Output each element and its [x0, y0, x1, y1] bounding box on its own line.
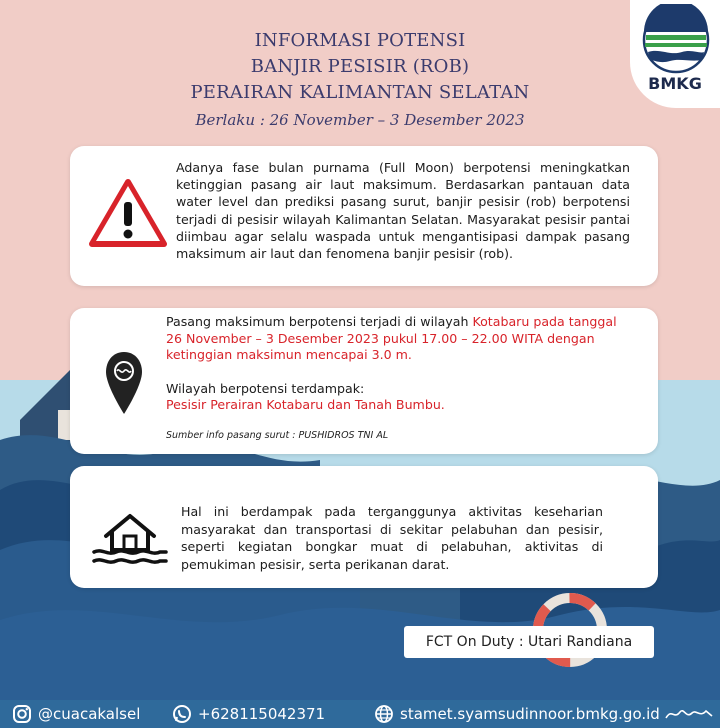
title-line-3: PERAIRAN KALIMANTAN SELATAN	[190, 82, 530, 103]
title-line-1: INFORMASI POTENSI	[254, 30, 466, 51]
tide-peak-prefix: Pasang maksimum berpotensi terjadi di wilayah	[166, 314, 473, 329]
location-pin-icon	[104, 350, 144, 416]
website-url: stamet.syamsudinnoor.bmkg.go.id	[400, 705, 660, 723]
footer-bar	[0, 700, 720, 728]
card3-text: Hal ini berdampak pada terganggunya aktivitas keseharian masyarakat dan transportasi di sekitar pelabuhan dan pesisir, seperti kegiatan bongkar muat di pelabuhan, aktivitas di pemukiman pesisir, serta perikanan darat.	[181, 504, 603, 572]
title-line-2: BANJIR PESISIR (ROB)	[250, 56, 470, 77]
tide-peak-paragraph	[166, 314, 636, 364]
bmkg-logo-text: BMKG	[648, 74, 702, 93]
card1-text: Adanya fase bulan purnama (Full Moon) berpotensi meningkatkan ketinggian pasang air laut maksimum. Berdasarkan pantauan data water level dan prediksi pasang surut, banjir pesisir (rob) berpotensi terjadi di pesisir wilayah Kalimantan Selatan. Masyarakat pesisir pantai diimbau agar selalu waspada untuk mengantisipasi dampak pasang maksimum air laut dan fenomena banjir pesisir (rob).	[176, 160, 630, 262]
footer-instagram[interactable]	[12, 702, 140, 726]
affected-area-value: Pesisir Perairan Kotabaru dan Tanah Bumbu.	[166, 397, 445, 413]
instagram-icon	[12, 704, 32, 724]
warning-triangle-icon	[88, 178, 168, 248]
footer-website[interactable]	[374, 702, 660, 726]
phone-number: +628115042371	[198, 705, 326, 723]
globe-icon	[374, 704, 394, 724]
affected-area-label: Wilayah berpotensi terdampak:	[166, 380, 365, 396]
bmkg-logo-icon	[630, 4, 720, 74]
footer-phone[interactable]	[172, 702, 325, 726]
fct-on-duty: FCT On Duty : Utari Randiana	[404, 626, 654, 658]
tide-peak-highlight: Kotabaru pada tanggal 26 November – 3 Desember 2023 pukul 17.00 – 22.00 WITA dengan ketinggian maksimun mencapai 3.0 m.	[166, 314, 617, 363]
bmkg-logo	[630, 0, 720, 108]
flooded-house-icon	[92, 510, 168, 566]
title-block	[150, 28, 570, 132]
tide-source-note: Sumber info pasang surut : PUSHIDROS TNI AL	[166, 430, 389, 441]
whatsapp-icon	[172, 704, 192, 724]
instagram-handle: @cuacakalsel	[38, 705, 141, 723]
card2-text	[166, 314, 636, 414]
signature-icon	[664, 704, 714, 724]
validity-period: Berlaku : 26 November – 3 Desember 2023	[195, 111, 525, 129]
